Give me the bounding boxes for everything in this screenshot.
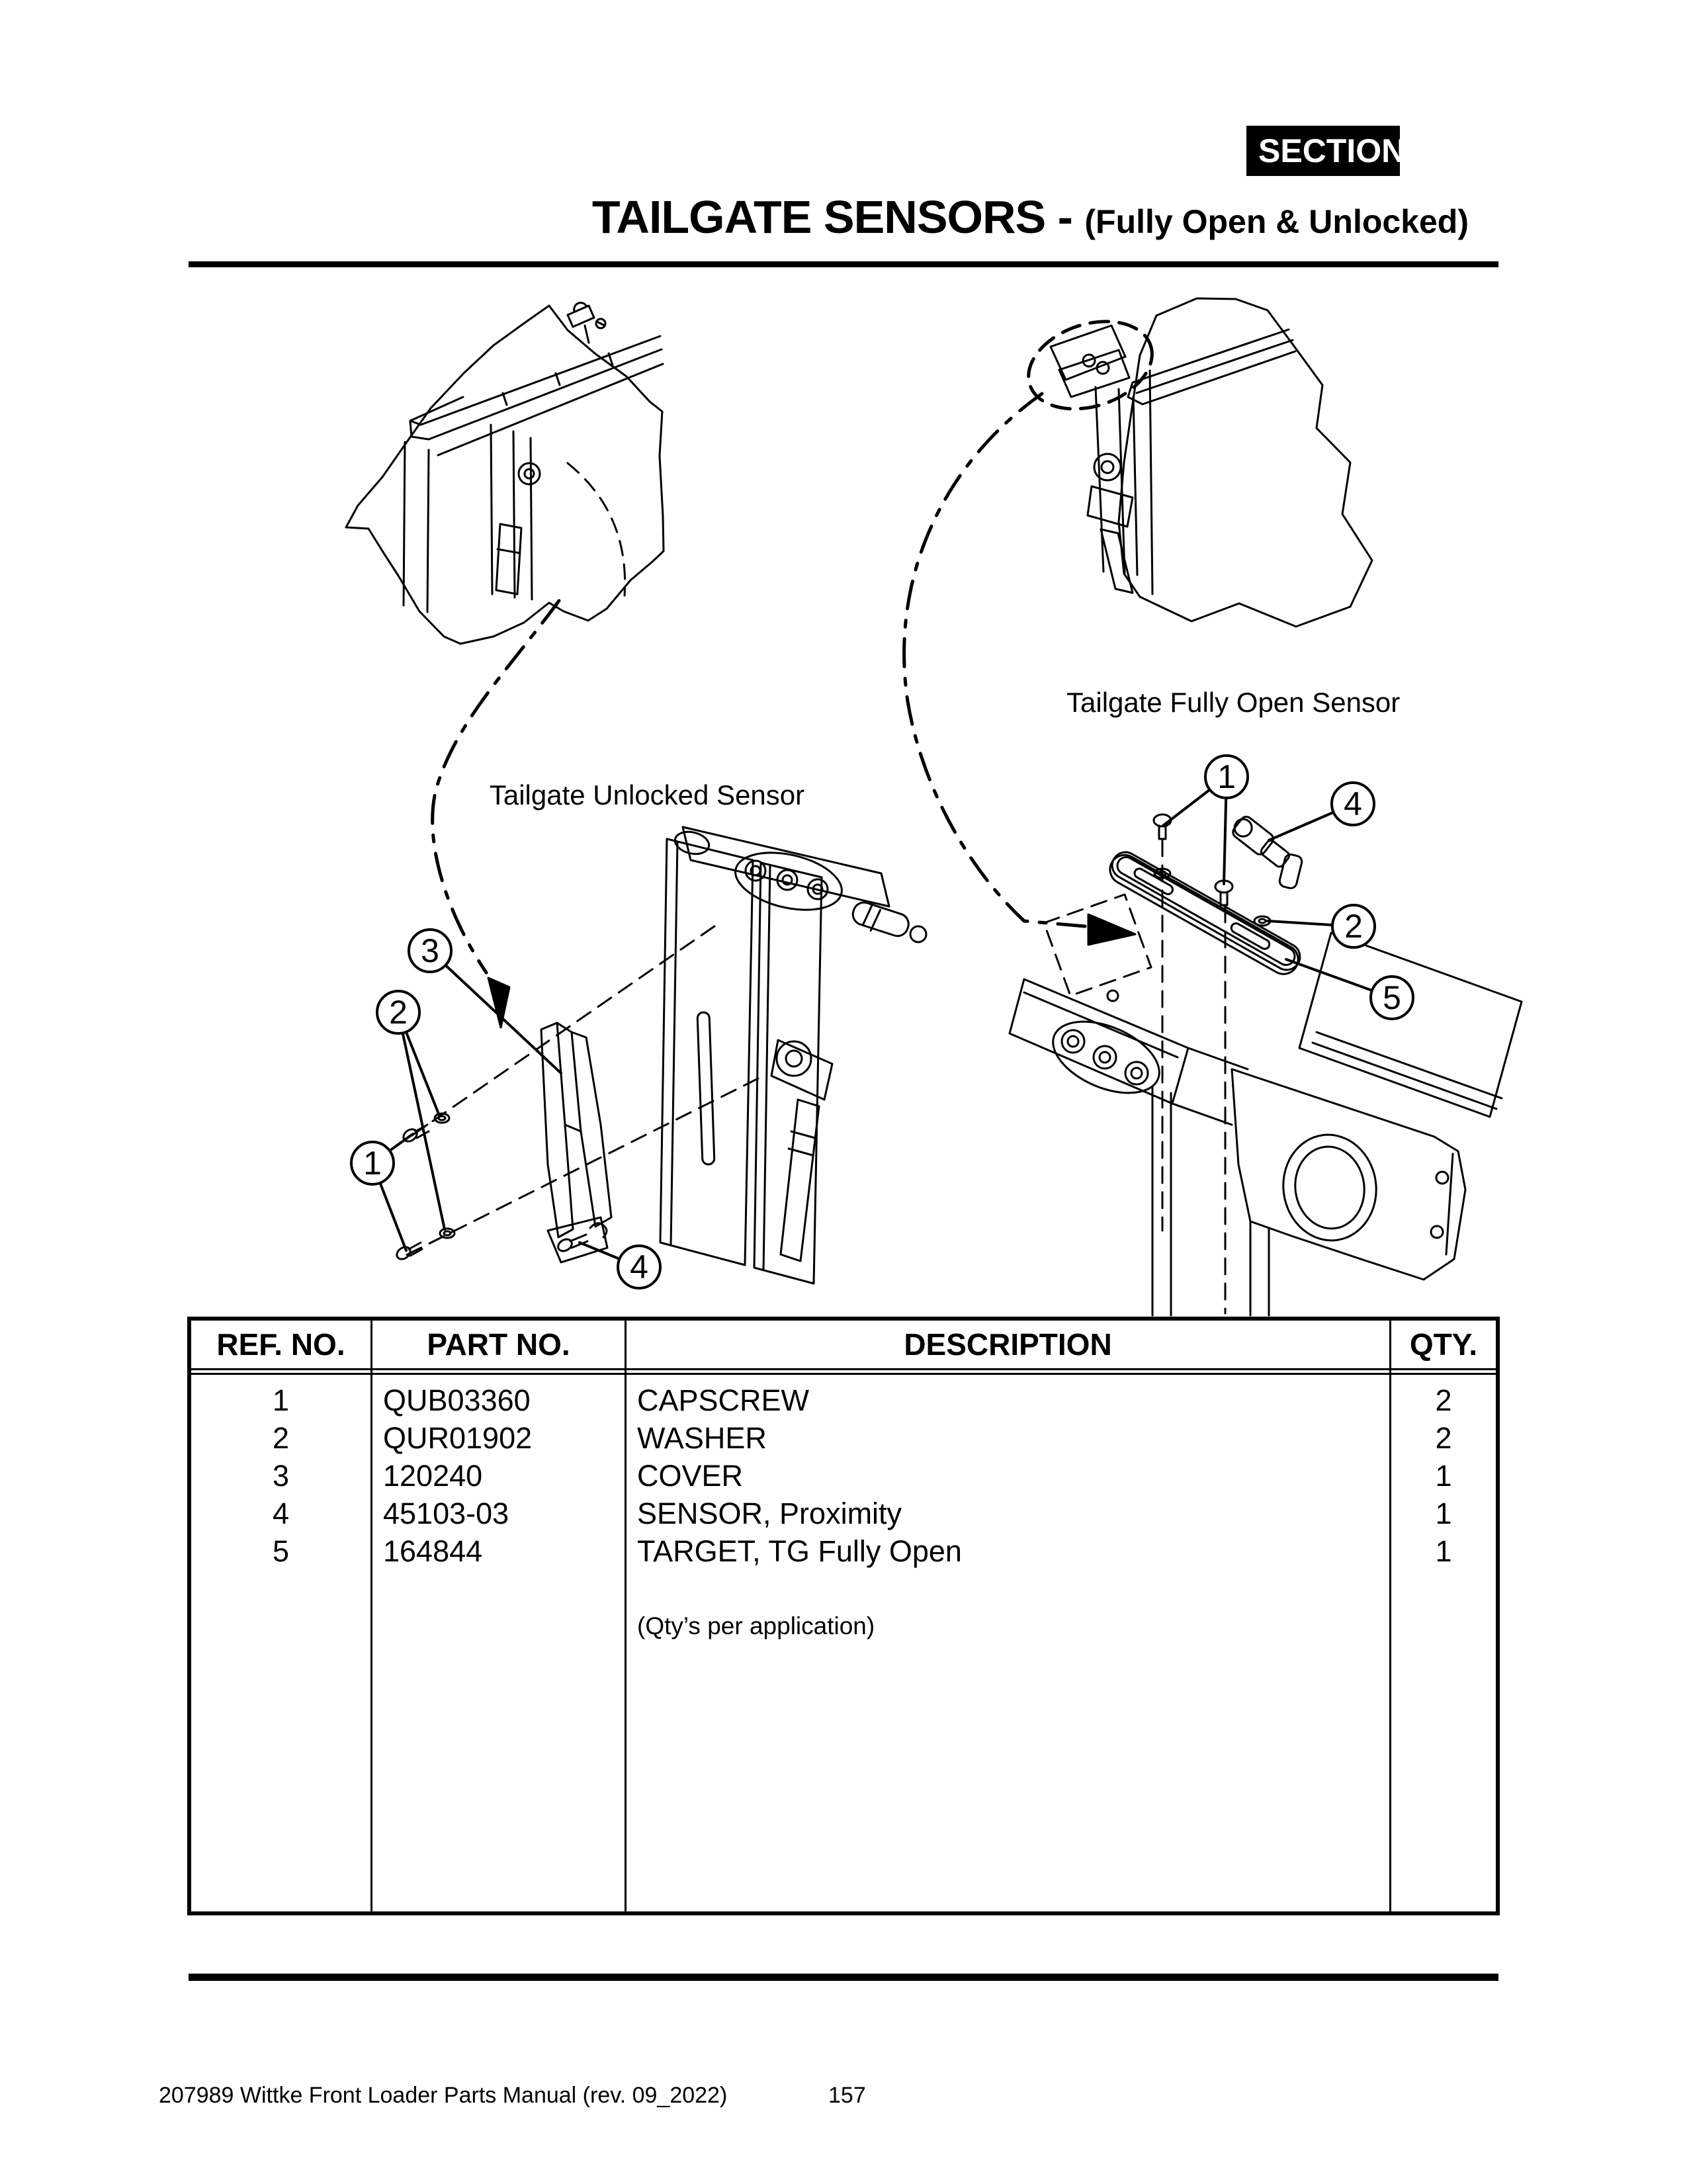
- section-number: 8: [1405, 132, 1424, 169]
- table-cell: 45103-03: [383, 1497, 509, 1530]
- footer-manual-ref: 207989 Wittke Front Loader Parts Manual (rev. 09_2022): [159, 2083, 728, 2108]
- right-detail-drawing: [1010, 777, 1522, 1315]
- callout-capscrew-left: 1: [350, 1141, 395, 1186]
- table-cell: COVER: [637, 1459, 744, 1493]
- table-cell: 1: [1435, 1534, 1452, 1568]
- callout-washer-right: 2: [1331, 904, 1376, 949]
- footer-page-number: 157: [828, 2083, 866, 2108]
- callout-sensor-left: 4: [617, 1245, 662, 1289]
- table-cell: 1: [272, 1383, 290, 1417]
- table-cell: 5: [272, 1534, 290, 1568]
- column-part-no: [372, 1321, 627, 1911]
- header-ref-no: REF. NO.: [191, 1321, 370, 1375]
- table-cell: SENSOR, Proximity: [637, 1497, 902, 1530]
- callout-target: 5: [1369, 975, 1414, 1020]
- caption-fully-open-sensor: Tailgate Fully Open Sensor: [1066, 687, 1401, 718]
- table-cell: QUR01902: [383, 1421, 533, 1455]
- left-truck-sketch: [346, 303, 664, 1027]
- callout-capscrew-right: 1: [1204, 754, 1249, 799]
- caption-unlocked-sensor: Tailgate Unlocked Sensor: [489, 779, 805, 810]
- page-title-main: TAILGATE SENSORS -: [591, 191, 1072, 243]
- table-cell: 1: [1435, 1497, 1452, 1530]
- section-label: SECTION: [1258, 132, 1406, 169]
- page-title: [189, 191, 1469, 243]
- table-cell: TARGET, TG Fully Open: [637, 1534, 962, 1568]
- table-cell: WASHER: [637, 1421, 767, 1455]
- capscrew-glyph: [394, 1243, 422, 1262]
- column-description: [627, 1321, 1391, 1911]
- header-part-no: PART NO.: [372, 1321, 625, 1375]
- sensor-screw-glyph: [556, 1223, 607, 1254]
- callout-cover: 3: [408, 928, 453, 973]
- table-cell: CAPSCREW: [637, 1383, 810, 1417]
- table-cell: 2: [1435, 1421, 1452, 1455]
- section-badge: [1246, 126, 1424, 176]
- table-cell: 3: [272, 1459, 290, 1493]
- header-qty: QTY.: [1391, 1321, 1496, 1375]
- table-cell: 2: [272, 1421, 290, 1455]
- callout-washer-left: 2: [376, 990, 421, 1035]
- table-cell: 2: [1435, 1383, 1452, 1417]
- table-cell: 164844: [383, 1534, 483, 1568]
- table-cell: 120240: [383, 1459, 483, 1493]
- parts-table: [187, 1317, 1500, 1915]
- header-description: DESCRIPTION: [627, 1321, 1389, 1375]
- bottom-rule: [189, 1974, 1498, 1981]
- table-cell: 4: [272, 1497, 290, 1530]
- target-strip: [1105, 848, 1305, 979]
- column-ref-no: [191, 1321, 372, 1911]
- table-cell: 1: [1435, 1459, 1452, 1493]
- page-title-sub: (Fully Open & Unlocked): [1084, 203, 1469, 240]
- title-rule: [189, 261, 1498, 267]
- table-cell: QUB03360: [383, 1383, 531, 1417]
- qty-note: (Qty’s per application): [637, 1612, 875, 1639]
- left-detail-drawing: [372, 827, 926, 1284]
- right-truck-sketch: [904, 298, 1372, 945]
- column-qty: [1391, 1321, 1496, 1911]
- callout-sensor-right: 4: [1330, 781, 1375, 826]
